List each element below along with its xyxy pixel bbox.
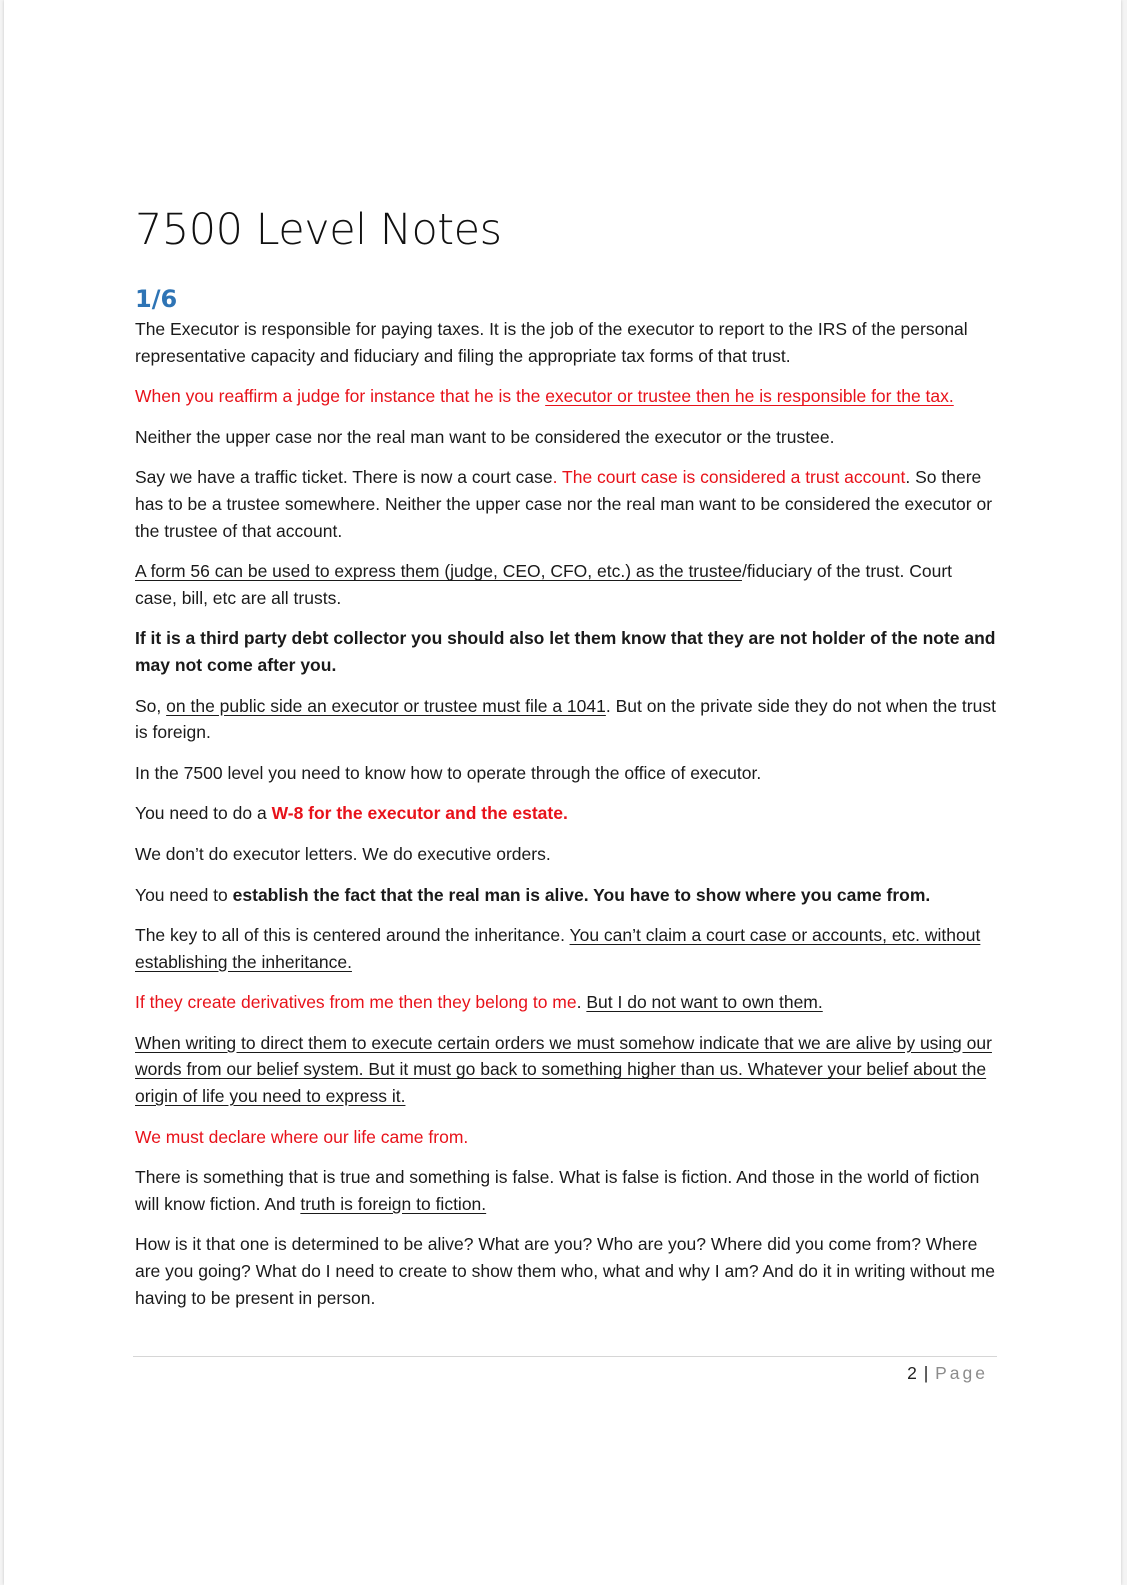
underlined-text: When writing to direct them to execute certain orders we must somehow indicate that we are alive by using our words from our belief system. But it must go back to something higher than us. Whatever your belief about the origin of life you need to express it. bbox=[135, 1032, 992, 1107]
page-footer bbox=[907, 1360, 988, 1386]
page-content bbox=[135, 198, 997, 1325]
footer-divider bbox=[133, 1356, 997, 1357]
paragraph-text: There is something that is true and something is false. What is false is fiction. And those in the world of fiction will know fiction. And bbox=[135, 1167, 980, 1214]
paragraph-real-man-alive bbox=[135, 882, 997, 909]
paragraph-form-56 bbox=[135, 558, 997, 611]
underlined-text: But I do not want to own them. bbox=[586, 992, 823, 1013]
red-text: If they create derivatives from me then they belong to me bbox=[135, 992, 577, 1013]
paragraph-derivatives bbox=[135, 989, 997, 1016]
bold-text: If it is a third party debt collector you should also let them know that they are not holder of the note and may not come after you. bbox=[135, 628, 996, 675]
paragraph-text: When you reaffirm a judge for instance that he is the bbox=[135, 386, 546, 407]
page-label: Page bbox=[935, 1363, 988, 1383]
paragraph-text: You need to bbox=[135, 884, 233, 905]
paragraph-text: . But on the private side they do not when the trust is foreign. bbox=[135, 695, 996, 743]
paragraph-text: Neither the upper case nor the real man want to be considered the executor or the trustee. bbox=[135, 426, 835, 447]
paragraph-text: The key to all of this is centered around the inheritance. bbox=[135, 925, 570, 946]
red-text: We must declare where our life came from. bbox=[135, 1126, 469, 1147]
paragraph-text: Say we have a traffic ticket. There is now a court case bbox=[135, 467, 553, 488]
underlined-text: A form 56 can be used to express them (judge, CEO, CFO, etc.) as the trustee bbox=[135, 561, 742, 582]
paragraph-text: You need to do a bbox=[135, 803, 272, 824]
paragraph-office-of-executor bbox=[135, 760, 997, 787]
paragraph-determined-alive bbox=[135, 1231, 997, 1311]
paragraph-text: . bbox=[576, 992, 587, 1013]
paragraph-truth-fiction bbox=[135, 1164, 997, 1217]
paragraph-reaffirm-judge bbox=[135, 383, 997, 410]
underlined-text: executor or trustee then he is responsible for the tax. bbox=[545, 386, 954, 407]
paragraph-text: The Executor is responsible for paying taxes. It is the job of the executor to report to the IRS of the personal representative capacity and fiduciary and filing the appropriate tax forms of that trust. bbox=[135, 319, 968, 366]
document-page bbox=[4, 0, 1121, 1585]
paragraph-form-1041 bbox=[135, 693, 997, 746]
underlined-text: You can’t claim a court case or accounts, etc. without establishing the inheritance. bbox=[135, 925, 981, 972]
paragraph-text: How is it that one is determined to be alive? What are you? Who are you? Where did you come from? Where are you going? What do I need to create to show them who, what and why I am? And do it in writing without me having to be present in person. bbox=[135, 1234, 995, 1308]
underlined-text: truth is foreign to fiction. bbox=[300, 1193, 487, 1214]
paragraph-w8 bbox=[135, 800, 997, 827]
red-bold-text: W-8 for the executor and the estate. bbox=[271, 803, 568, 824]
paragraph-text: We don’t do executor letters. We do executive orders. bbox=[135, 843, 551, 864]
page-number: 2 bbox=[907, 1363, 917, 1383]
document-title: 7500 Level Notes bbox=[135, 205, 502, 255]
paragraph-text: So, bbox=[135, 695, 167, 716]
footer-separator: | bbox=[923, 1363, 929, 1383]
paragraph-executive-orders bbox=[135, 841, 997, 868]
paragraph-inheritance bbox=[135, 922, 997, 975]
paragraph-executor-taxes bbox=[135, 316, 997, 369]
underlined-text: on the public side an executor or trustee must file a 1041 bbox=[166, 695, 606, 716]
paragraph-upper-case bbox=[135, 424, 997, 451]
paragraph-text: In the 7500 level you need to know how to operate through the office of executor. bbox=[135, 762, 762, 783]
paragraph-debt-collector bbox=[135, 625, 997, 678]
paragraph-declare-life bbox=[135, 1124, 997, 1151]
paragraph-belief-system bbox=[135, 1030, 997, 1110]
paragraph-text: /fiduciary of the trust. Court case, bill, etc are all trusts. bbox=[135, 561, 953, 608]
paragraph-traffic-ticket bbox=[135, 464, 997, 544]
red-text: . The court case is considered a trust account bbox=[552, 467, 906, 488]
section-heading: 1/6 bbox=[135, 285, 178, 313]
bold-text: establish the fact that the real man is alive. You have to show where you came from. bbox=[232, 884, 931, 905]
paragraph-text: . So there has to be a trustee somewhere. Neither the upper case nor the real man want to be considered the executor or the trustee of that account. bbox=[135, 467, 993, 541]
